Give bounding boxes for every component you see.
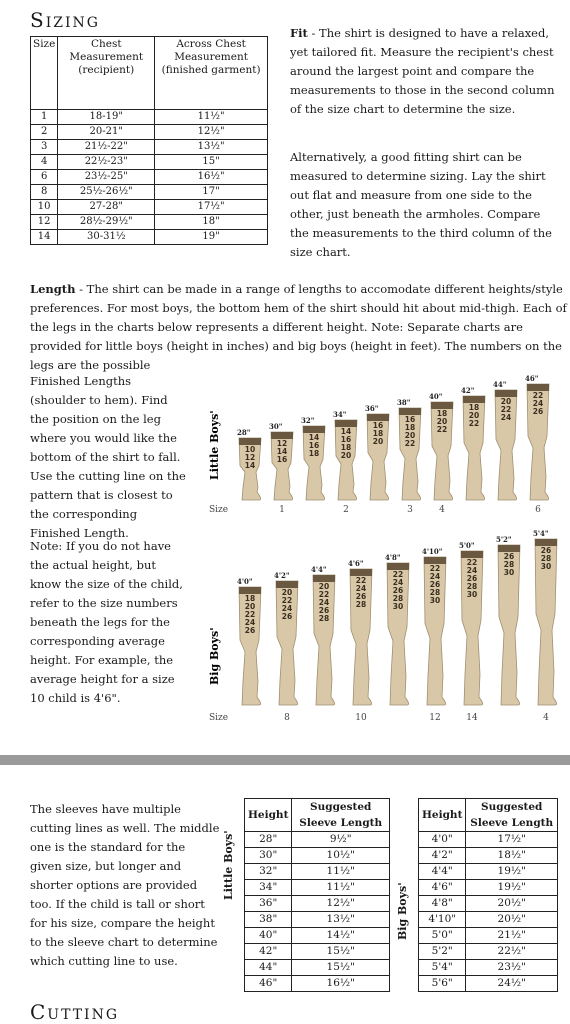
big-size-label: Size (209, 713, 229, 723)
leg-length-value: 30 (429, 596, 441, 605)
big-sleeve-row-cell: 5'2" (419, 944, 466, 960)
little-sleeve-row (245, 864, 390, 880)
leg-length-value: 24 (500, 413, 512, 422)
big-sleeve-row (419, 912, 558, 928)
leg (269, 422, 293, 515)
leg-height-label: 40" (429, 392, 443, 401)
little-sleeve-row-cell: 12½" (292, 896, 390, 912)
leg-length-value: 24 (532, 399, 544, 408)
little-height-header: Height (245, 799, 292, 832)
sizing-heading: Sizing (30, 8, 100, 32)
leg-length-value: 12 (244, 453, 256, 462)
leg (348, 559, 372, 723)
big-sleeve-row (419, 896, 558, 912)
leg-length-value: 16 (372, 421, 384, 430)
leg-length-value: 26 (318, 606, 330, 615)
leg-length-value: 22 (355, 576, 367, 585)
big-sleeve-row-cell: 5'6" (419, 976, 466, 992)
leg (385, 553, 409, 705)
big-sleeve-row-cell: 4'6" (419, 880, 466, 896)
size-row-cell: 12½" (155, 125, 268, 140)
little-sleeve-row-cell: 34" (245, 880, 292, 896)
leg-height-label: 4'2" (274, 571, 290, 580)
size-row-cell: 6 (31, 170, 58, 185)
leg (525, 374, 549, 515)
big-sleeve-row-cell: 23½" (466, 960, 558, 976)
big-sleeve-row (419, 832, 558, 848)
leg-length-value: 24 (466, 566, 478, 575)
leg-height-label: 4'8" (385, 553, 401, 562)
leg (422, 547, 446, 723)
leg (311, 565, 335, 705)
little-sleeve-row-cell: 28" (245, 832, 292, 848)
length-note: Note: If you do not have the actual height, but know the size of the child, refer to the size numbers beneath the legs for the corresponding average height. For example, the average height for a size 10 child is 4'6". (30, 539, 183, 705)
leg-length-value: 16 (404, 415, 416, 424)
leg-length-value: 28 (392, 594, 404, 603)
waist-band (303, 426, 325, 433)
leg-length-value: 24 (429, 572, 441, 581)
leg-length-value: 18 (468, 403, 480, 412)
big-sleeve-row-cell: 24½" (466, 976, 558, 992)
big-sleeve-row-cell: 4'8" (419, 896, 466, 912)
leg-size-number: 4 (543, 713, 549, 723)
fit-paragraph (290, 24, 558, 119)
size-row-cell: 3 (31, 140, 58, 155)
leg-length-value: 28 (355, 600, 367, 609)
leg-length-value: 18 (372, 429, 384, 438)
size-row-cell: 28½-29½" (58, 215, 155, 230)
leg (274, 571, 298, 723)
leg-length-value: 26 (392, 586, 404, 595)
waist-band (431, 402, 453, 409)
big-sleeve-row-cell: 5'4" (419, 960, 466, 976)
leg-length-value: 28 (503, 560, 515, 569)
leg-height-label: 4'6" (348, 559, 364, 568)
big-sleeve-row-cell: 4'4" (419, 864, 466, 880)
little-sleeve-row-cell: 46" (245, 976, 292, 992)
leg-height-label: 4'0" (237, 577, 253, 586)
size-row-cell: 27-28" (58, 200, 155, 215)
waist-band (424, 557, 446, 564)
leg-length-value: 14 (276, 447, 288, 456)
waist-band (463, 396, 485, 403)
big-sleeve-row-cell: 4'2" (419, 848, 466, 864)
leg-size-number: 6 (535, 505, 541, 515)
little-sleeve-row-cell: 16½" (292, 976, 390, 992)
little-sleeve-row (245, 944, 390, 960)
waist-band (495, 390, 517, 397)
leg-length-value: 26 (355, 592, 367, 601)
big-boys-label: Big Boys' (208, 627, 221, 685)
sleeve-little-label: Little Boys' (222, 830, 235, 900)
little-sleeve-row (245, 832, 390, 848)
leg-length-value: 18 (436, 409, 448, 418)
little-sleeve-row (245, 848, 390, 864)
little-sleeve-row-cell: 38" (245, 912, 292, 928)
little-sleeve-row-cell: 9½" (292, 832, 390, 848)
leg-length-value: 22 (500, 405, 512, 414)
little-sleeve-row-cell: 30" (245, 848, 292, 864)
big-sleeve-row-cell: 17½" (466, 832, 558, 848)
big-boys-leg-chart (195, 525, 570, 725)
leg-length-value: 20 (436, 417, 448, 426)
big-sleeve-row (419, 880, 558, 896)
leg-height-label: 34" (333, 410, 347, 419)
leg-height-label: 4'10" (422, 547, 443, 556)
little-size-label: Size (209, 505, 229, 515)
big-sleeve-row-cell: 21½" (466, 928, 558, 944)
fit-label: Fit (290, 26, 308, 40)
size-row-cell: 23½-25" (58, 170, 155, 185)
leg-length-value: 20 (468, 411, 480, 420)
little-sleeve-row-cell: 11½" (292, 880, 390, 896)
leg-length-value: 22 (429, 564, 441, 573)
fit-alt-paragraph: Alternatively, a good fitting shirt can be measured to determine sizing. Lay the shirt out flat and measure from one side to the other, just beneath the armholes. Compare the measurements to the third column of the size chart. (290, 150, 552, 259)
size-row-cell: 1 (31, 110, 58, 125)
leg-length-value: 20 (281, 588, 293, 597)
leg (533, 529, 557, 723)
leg-length-value: 30 (392, 602, 404, 611)
leg (397, 398, 421, 515)
cutting-heading: Cutting (30, 1000, 120, 1024)
leg-size-number: 4 (439, 505, 445, 515)
length-side-text: Finished Lengths (shoulder to hem). Find the position on the leg where you would like the bottom of the shirt to fall. Use the cutting line on the pattern that is closest to the corresponding Finished Length. (30, 374, 186, 540)
size-row-cell: 21½-22" (58, 140, 155, 155)
leg (461, 386, 485, 500)
across-chest-header: Across Chest Measurement (finished garment) (155, 37, 268, 110)
leg-size-number: 3 (407, 505, 413, 515)
leg-length-value: 20 (340, 451, 352, 460)
leg-length-value: 22 (318, 590, 330, 599)
size-row-cell: 18-19" (58, 110, 155, 125)
leg-length-value: 22 (392, 570, 404, 579)
leg-size-number: 2 (343, 505, 349, 515)
length-text: - The shirt can be made in a range of lengths to accomodate different heights/style preferences. For most boys, the bottom hem of the shirt should hit about mid-thigh. Each of the legs in the charts below represents a different height. Note: Separate charts are provided for little boys (height in inches) and big boys (height in feet). The numbers on the legs are the possible (30, 282, 567, 372)
size-header: Size (31, 37, 58, 110)
little-sleeve-table (244, 798, 390, 992)
leg-length-value: 22 (436, 425, 448, 434)
leg-size-number: 8 (284, 713, 290, 723)
little-sleeve-row (245, 912, 390, 928)
waist-band (535, 539, 557, 546)
size-row-cell: 12 (31, 215, 58, 230)
leg (333, 410, 357, 515)
leg-size-number: 1 (279, 505, 285, 515)
little-sleeve-row-cell: 15½" (292, 944, 390, 960)
leg-length-value: 20 (244, 602, 256, 611)
size-row-cell: 19" (155, 230, 268, 245)
size-row-cell: 15" (155, 155, 268, 170)
size-row (31, 155, 268, 170)
leg-length-value: 12 (276, 439, 288, 448)
leg-height-label: 5'2" (496, 535, 512, 544)
big-sleeve-row-cell: 5'0" (419, 928, 466, 944)
waist-band (335, 420, 357, 427)
little-sleeve-row-cell: 15½" (292, 960, 390, 976)
leg-length-value: 22 (468, 419, 480, 428)
leg-height-label: 30" (269, 422, 283, 431)
size-row-cell: 17½" (155, 200, 268, 215)
leg-length-value: 20 (318, 582, 330, 591)
little-sleeve-row (245, 896, 390, 912)
big-sleeve-row (419, 976, 558, 992)
big-sleeve-row (419, 864, 558, 880)
size-row-cell: 14 (31, 230, 58, 245)
little-sleeve-row-cell: 10½" (292, 848, 390, 864)
size-row-cell: 18" (155, 215, 268, 230)
little-sleeve-row (245, 960, 390, 976)
size-row-cell: 10 (31, 200, 58, 215)
leg-length-value: 28 (466, 582, 478, 591)
big-sleeve-row-cell: 20½" (466, 912, 558, 928)
leg-length-value: 26 (503, 552, 515, 561)
big-sleeve-row (419, 928, 558, 944)
leg-length-value: 28 (540, 554, 552, 563)
little-boys-leg-chart (195, 360, 570, 520)
size-row-cell: 30-31½ (58, 230, 155, 245)
leg-length-value: 24 (281, 604, 293, 613)
size-row-cell: 17" (155, 185, 268, 200)
size-row (31, 200, 268, 215)
big-sleeve-row-cell: 19½" (466, 864, 558, 880)
leg-length-value: 10 (244, 445, 256, 454)
leg-length-value: 20 (404, 431, 416, 440)
leg-height-label: 38" (397, 398, 411, 407)
leg-length-value: 20 (500, 397, 512, 406)
big-sleeve-header: Suggested Sleeve Length (466, 799, 558, 832)
leg-height-label: 4'4" (311, 565, 327, 574)
little-sleeve-row-cell: 44" (245, 960, 292, 976)
leg (365, 404, 389, 500)
leg-length-value: 30 (503, 568, 515, 577)
leg-height-label: 42" (461, 386, 475, 395)
leg-length-value: 30 (466, 590, 478, 599)
size-row-cell: 16½" (155, 170, 268, 185)
leg (237, 428, 261, 500)
little-sleeve-row-cell: 36" (245, 896, 292, 912)
big-sleeve-row (419, 960, 558, 976)
leg-length-value: 22 (466, 558, 478, 567)
big-sleeve-row-cell: 22½" (466, 944, 558, 960)
leg-length-value: 14 (244, 461, 256, 470)
little-sleeve-row (245, 976, 390, 992)
leg-height-label: 28" (237, 428, 251, 437)
leg-length-value: 26 (532, 407, 544, 416)
waist-band (239, 438, 261, 445)
waist-band (527, 384, 549, 391)
leg-length-value: 26 (281, 612, 293, 621)
leg-length-value: 26 (540, 546, 552, 555)
size-row (31, 140, 268, 155)
leg-length-value: 18 (308, 449, 320, 458)
waist-band (498, 545, 520, 552)
little-sleeve-row-cell: 14½" (292, 928, 390, 944)
leg-length-value: 22 (404, 439, 416, 448)
leg-length-value: 22 (532, 391, 544, 400)
leg-length-value: 16 (308, 441, 320, 450)
little-sleeve-row-cell: 42" (245, 944, 292, 960)
leg-length-value: 24 (392, 578, 404, 587)
chest-header: Chest Measurement (recipient) (58, 37, 155, 110)
waist-band (313, 575, 335, 582)
waist-band (271, 432, 293, 439)
leg (237, 577, 261, 705)
leg-length-value: 28 (429, 588, 441, 597)
waist-band (367, 414, 389, 421)
leg (459, 541, 483, 723)
waist-band (387, 563, 409, 570)
waist-band (239, 587, 261, 594)
big-sleeve-row-cell: 4'10" (419, 912, 466, 928)
leg-size-number: 12 (429, 713, 441, 723)
little-sleeve-row-cell: 32" (245, 864, 292, 880)
leg-height-label: 36" (365, 404, 379, 413)
little-sleeve-header: Suggested Sleeve Length (292, 799, 390, 832)
big-sleeve-table (418, 798, 558, 992)
little-sleeve-row-cell: 40" (245, 928, 292, 944)
leg-length-value: 24 (244, 618, 256, 627)
waist-band (399, 408, 421, 415)
little-sleeve-row (245, 928, 390, 944)
leg-length-value: 16 (340, 435, 352, 444)
leg-length-value: 22 (244, 610, 256, 619)
leg-length-value: 18 (404, 423, 416, 432)
size-row-cell: 11½" (155, 110, 268, 125)
size-row (31, 185, 268, 200)
section-divider (0, 755, 570, 765)
leg-size-number: 10 (355, 713, 367, 723)
leg-length-value: 30 (540, 562, 552, 571)
waist-band (461, 551, 483, 558)
big-sleeve-row (419, 848, 558, 864)
leg-length-value: 22 (281, 596, 293, 605)
length-label: Length (30, 282, 76, 296)
size-row-cell: 22½-23" (58, 155, 155, 170)
little-sleeve-row (245, 880, 390, 896)
sleeve-big-label: Big Boys' (396, 882, 409, 940)
leg-height-label: 32" (301, 416, 315, 425)
leg (429, 392, 453, 515)
leg-height-label: 5'0" (459, 541, 475, 550)
big-sleeve-row-cell: 4'0" (419, 832, 466, 848)
leg (493, 380, 517, 500)
leg (301, 416, 325, 500)
leg-length-value: 26 (466, 574, 478, 583)
size-row (31, 230, 268, 245)
leg-length-value: 24 (355, 584, 367, 593)
size-row (31, 110, 268, 125)
size-row-cell: 8 (31, 185, 58, 200)
leg-length-value: 18 (340, 443, 352, 452)
leg (496, 535, 520, 705)
big-height-header: Height (419, 799, 466, 832)
size-row-cell: 4 (31, 155, 58, 170)
leg-length-value: 24 (318, 598, 330, 607)
sleeve-paragraph: The sleeves have multiple cutting lines as well. The middle one is the standard for the given size, but longer and shorter options are provided too. If the child is tall or short for his size, compare the height to the sleeve chart to determine which cutting line to use. (30, 802, 220, 968)
leg-length-value: 26 (429, 580, 441, 589)
leg-length-value: 14 (340, 427, 352, 436)
leg-length-value: 16 (276, 455, 288, 464)
big-sleeve-row-cell: 18½" (466, 848, 558, 864)
waist-band (276, 581, 298, 588)
little-sleeve-row-cell: 13½" (292, 912, 390, 928)
leg-length-value: 26 (244, 626, 256, 635)
leg-height-label: 44" (493, 380, 507, 389)
leg-size-number: 14 (466, 713, 478, 723)
leg-length-value: 20 (372, 437, 384, 446)
size-row-cell: 25½-26½" (58, 185, 155, 200)
waist-band (350, 569, 372, 576)
leg-length-value: 18 (244, 594, 256, 603)
big-sleeve-row (419, 944, 558, 960)
size-row-cell: 2 (31, 125, 58, 140)
size-chart (30, 36, 268, 245)
big-sleeve-row-cell: 19½" (466, 880, 558, 896)
leg-length-value: 28 (318, 614, 330, 623)
little-boys-label: Little Boys' (208, 410, 221, 480)
size-row-cell: 20-21" (58, 125, 155, 140)
big-sleeve-row-cell: 20½" (466, 896, 558, 912)
size-row (31, 125, 268, 140)
leg-length-value: 14 (308, 433, 320, 442)
leg-height-label: 46" (525, 374, 539, 383)
size-row-cell: 13½" (155, 140, 268, 155)
size-row (31, 170, 268, 185)
fit-text: - The shirt is designed to have a relaxed, yet tailored fit. Measure the recipient's chest around the largest point and compare the measurements to those in the second column of the size chart to determine the size. (290, 26, 555, 116)
little-sleeve-row-cell: 11½" (292, 864, 390, 880)
size-row (31, 215, 268, 230)
leg-height-label: 5'4" (533, 529, 549, 538)
